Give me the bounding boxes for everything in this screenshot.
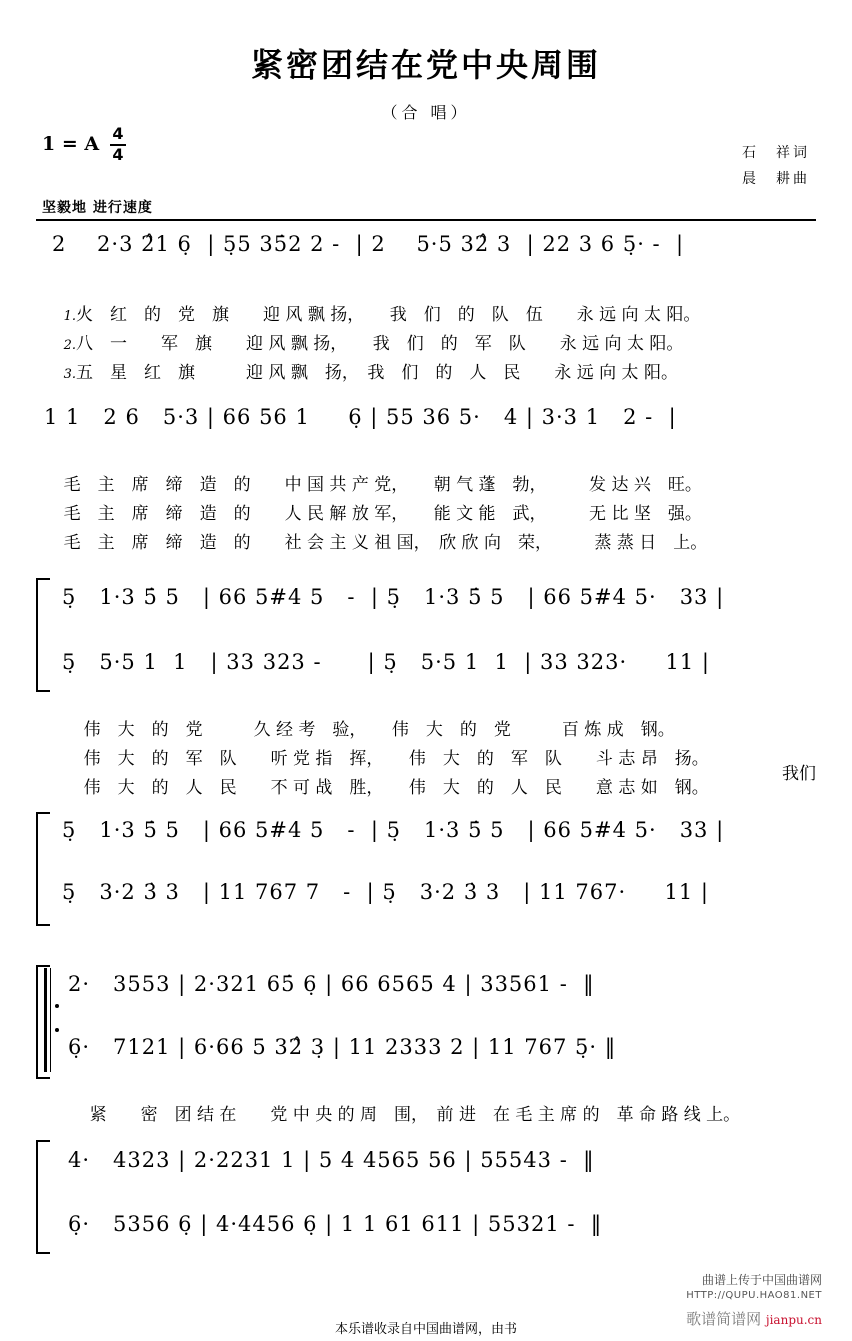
system-1-melody: 2 2·3 2̂1 6̣ | 5̣5 35̇2 2 - | 2 5·5 32̂ 3 | 22 3 6 5̣· - | [52, 232, 685, 256]
system-3-brace [36, 578, 50, 692]
repeat-thick-line [44, 968, 47, 1072]
lyric-text: 毛 主 席 缔 造 的 中 国 共 产 党， 朝 气 蓬 勃， 发 达 兴 旺。 [63, 475, 702, 495]
watermark-line-2: HTTP://QUPU.HAO81.NET [686, 1290, 822, 1301]
lyric-text: 紧 密 团 结 在 党 中 央 的 周 围， 前 进 在 毛 主 席 的 革 命 路 线 上。 [89, 1105, 741, 1125]
footer-note: 本乐谱收录自中国曲谱网，由书 [334, 1322, 517, 1337]
system-3-bracket-label [760, 739, 816, 804]
verse-number: 1. [63, 309, 77, 324]
brand-name: 歌谱简谱网 [686, 1310, 762, 1328]
tempo-marking: 坚毅地 进行速度 [42, 200, 153, 216]
system-6-upper-voice: 4· 4323 | 2·2231 1 | 5 4 4565 56 | 55543 - ‖ [68, 1148, 595, 1172]
system-3-upper-voice: 5̣ 1·3 5̇ 5 | 66 5#4 5 - | 5̣ 1·3 5̇ 5 | 66 5#4 5· 33 | [62, 585, 725, 609]
staff-divider-1 [36, 219, 816, 221]
lyric-text: 伟 大 的 军 队 听 党 指 挥， 伟 大 的 军 队 斗 志 昂 扬。 [83, 749, 709, 769]
credits [742, 140, 810, 192]
system-4-upper-voice: 5̣ 1·3 5̇ 5 | 66 5#4 5 - | 5̣ 1·3 5̇ 5 | 66 5#4 5· 33 | [62, 818, 725, 842]
lyric-text: 火 红 的 党 旗 迎 风 飘 扬， 我 们 的 队 伍 永 远 向 太 阳。 [76, 305, 701, 325]
time-signature-numerator: 4 [112, 124, 124, 143]
page-subtitle: （合 唱） [381, 103, 471, 122]
time-signature-denominator: 4 [112, 144, 124, 164]
lyric-text: 伟 大 的 党 久 经 考 验， 伟 大 的 党 百 炼 成 钢。 [83, 720, 675, 740]
repeat-dot-lower [55, 1028, 59, 1032]
system-5-lower-voice: 6̣· 7121 | 6·66 5 32̂ 3̣ | 11 2333 2 | 11 767 5̣· ‖ [68, 1035, 617, 1059]
watermark-line-1: 曲谱上传于中国曲谱网 [701, 1273, 822, 1287]
system-4-brace [36, 812, 50, 926]
lyricist-credit: 石 祥词 [742, 145, 810, 161]
system-3-lyric-row-3 [62, 753, 709, 818]
lyric-text: 五 星 红 旗 迎 风 飘 扬， 我 们 的 人 民 永 远 向 太 阳。 [76, 363, 678, 383]
system-2-melody: 1 1 2 6 5·3 | 66 56 1 6̣ | 55 36 5· 4 | 3·3 1 2 - | [44, 405, 677, 429]
brand-domain: jianpu.cn [765, 1313, 822, 1327]
repeat-dot-upper [55, 1004, 59, 1008]
system-5-upper-voice: 2· 3553 | 2·321 65̇ 6̣ | 66 6565 4 | 33561 - ‖ [68, 972, 595, 996]
system-1-lyric-row-3 [42, 338, 678, 403]
system-4-lower-voice: 5̣ 3·2 3̇ 3 | 11 767 7 - | 5̣ 3·2 3̇ 3 | 11 767· 11 | [62, 880, 710, 904]
lyric-text: 八 一 军 旗 迎 风 飘 扬， 我 们 的 军 队 永 远 向 太 阳。 [76, 334, 684, 354]
bracket-label-text: 我们 [782, 764, 816, 784]
system-2-lyric-row-3 [42, 508, 707, 573]
site-watermark [686, 1272, 822, 1304]
key-signature: 1 = A [42, 133, 100, 155]
system-6-brace [36, 1140, 50, 1254]
lyric-text: 毛 主 席 缔 造 的 社 会 主 义 祖 国， 欣 欣 向 荣， 蒸 蒸 日 上。 [63, 533, 708, 553]
repeat-thin-line [50, 968, 51, 1072]
lyric-text: 伟 大 的 人 民 不 可 战 胜， 伟 大 的 人 民 意 志 如 钢。 [83, 778, 709, 798]
lyric-text: 毛 主 席 缔 造 的 人 民 解 放 军， 能 文 能 武， 无 比 坚 强。 [63, 504, 702, 524]
page-title: 紧密团结在党中央周围 [250, 46, 601, 84]
system-5-lyric-row-1 [68, 1080, 740, 1145]
composer-credit: 晨 耕曲 [742, 171, 810, 187]
time-signature [105, 126, 131, 164]
verse-number: 3. [63, 367, 77, 382]
verse-number: 2. [63, 338, 77, 353]
system-3-lower-voice: 5̣ 5·5 1 1 | 33 323 - | 5̣ 5·5 1 1 | 33 323· 11 | [62, 650, 710, 674]
repeat-start-barline [44, 968, 53, 1072]
system-6-lower-voice: 6̣· 5356 6̣ | 4·4456 6̣ | 1 1 61 611 | 55321 - ‖ [68, 1212, 603, 1236]
